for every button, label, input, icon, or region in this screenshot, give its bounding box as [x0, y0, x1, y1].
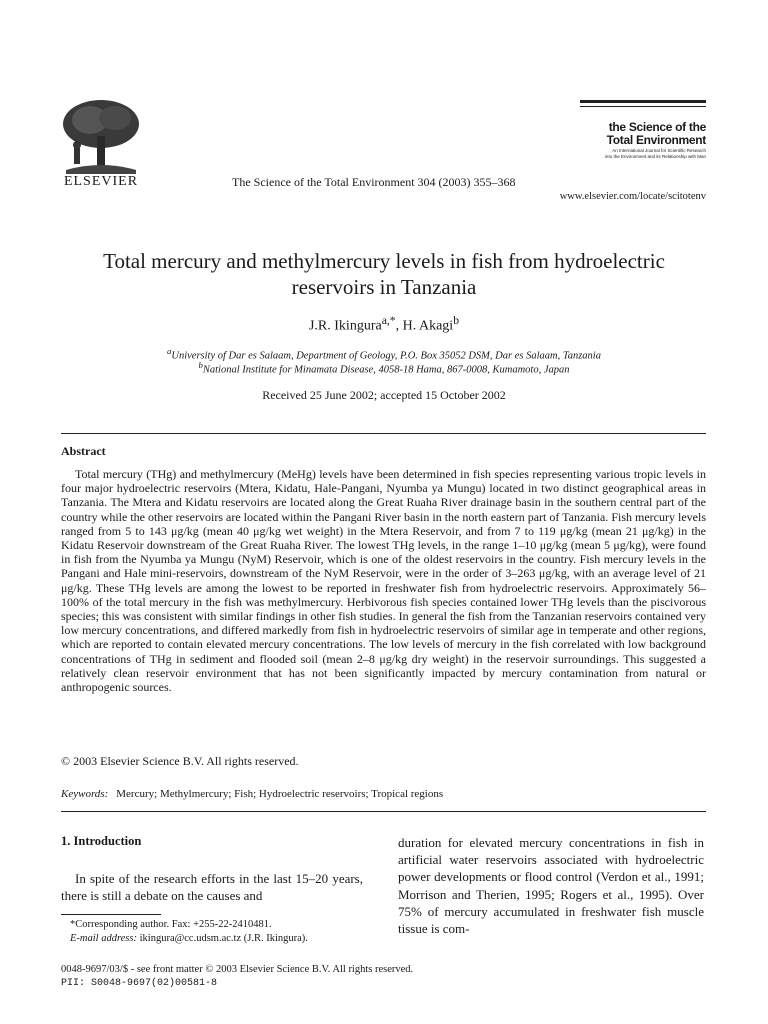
- footnote-divider: [61, 914, 161, 915]
- author-name[interactable]: J.R. Ikingura: [308, 318, 382, 334]
- article-title-line2: reservoirs in Tanzania: [291, 275, 477, 299]
- journal-url[interactable]: www.elsevier.com/locate/scitotenv: [559, 191, 706, 202]
- journal-logo-bar: [580, 100, 706, 103]
- corresponding-author-note: *Corresponding author. Fax: +255-22-2410481.: [70, 919, 272, 930]
- divider: [61, 811, 706, 812]
- author-separator: ,: [395, 318, 403, 334]
- email-label: E-mail address:: [70, 933, 137, 944]
- keywords: [61, 788, 443, 800]
- divider: [61, 433, 706, 434]
- affiliation-b: [0, 360, 768, 376]
- journal-logo-bar-thin: [580, 106, 706, 107]
- issn-line: 0048-9697/03/$ - see front matter © 2003 Elsevier Science B.V. All rights reserved.: [61, 964, 414, 975]
- journal-title-line1: the Science of the: [608, 120, 706, 134]
- keywords-list: Mercury; Methylmercury; Fish; Hydroelectric reservoirs; Tropical regions: [116, 788, 444, 800]
- affiliation-text: National Institute for Minamata Disease, 4058-18 Hama, 867-0008, Kumamoto, Japan: [202, 364, 570, 376]
- author-name[interactable]: H. Akagi: [402, 318, 454, 334]
- abstract-heading: Abstract: [61, 444, 106, 458]
- email-note: [70, 933, 308, 944]
- keywords-label: Keywords:: [61, 788, 109, 800]
- affiliation-marker: b: [198, 360, 203, 370]
- body-paragraph: duration for elevated mercury concentrations in fish in artificial water reservoirs associated with hydroelectric power developments or flood control (Verdon et al., 1991; Morrison and Therien, 1995; Rogers et al., 1995). Over 75% of mercury accumulated in freshwater fish muscle tissue is com-: [398, 835, 704, 937]
- section-heading: 1. Introduction: [61, 834, 142, 848]
- elsevier-tree-logo: [60, 98, 142, 174]
- body-paragraph: In spite of the research efforts in the last 15–20 years, there is still a debate on the causes and: [61, 871, 363, 904]
- article-title-line1: Total mercury and methylmercury levels in fish from hydroelectric: [103, 249, 665, 273]
- author-affil-marker: b: [453, 314, 460, 327]
- article-title: [40, 248, 728, 300]
- abstract-copyright: © 2003 Elsevier Science B.V. All rights reserved.: [61, 754, 299, 768]
- publisher-name: ELSEVIER: [63, 174, 139, 189]
- abstract-text: Total mercury (THg) and methylmercury (MeHg) levels have been determined in fish species representing various tropic levels in four major hydroelectric reservoirs (Mtera, Kidatu, Hale-Pangani, Nyumba ya Mungu) located in two distinct geographical areas in Tanzania. The Mtera and Kidatu reservoirs are located along the Great Ruaha River drainage basin in the southern central part of the country while the other reservoirs are located within the Pangani River basin in the north eastern part of Tanzania. Fish mercury levels ranged from 5 to 143 μg/kg (mean 40 μg/kg wet weight) in the Mtera Reservoir, and from 7 to 119 μg/kg (mean 21 μg/kg) in the Kidatu Reservoir downstream of the Great Ruaha River. The lowest THg levels, in the range 1–10 μg/kg (mean 5 μg/kg), were found in fish from the Nyumba ya Mungu (NyM) Reservoir, which is one of the oldest reservoirs in the country. Fish mercury levels in the Pangani and Hale mini-reservoirs, downstream of the NyM Reservoir, were in the order of 3–263 μg/kg, with an average level of 21 μg/kg. These THg levels are among the lowest to be reported in freshwater fish from hydroelectric reservoirs. Approximately 56–100% of the total mercury in the fish was methylmercury. Herbivorous fish species contained lower THg levels than the piscivorous species; this was consistent with similar findings in other fish studies. In general the fish from the Tanzanian reservoirs contained very low mercury concentrations, and differed markedly from fish in hydroelectric reservoirs of similar age in temperate and other regions, which are reported to contain elevated mercury concentrations. The low levels of mercury in the fish correlated with low background concentrations of THg in sediment and flooded soil (mean 2–8 μg/kg dry weight) in the reservoir surroundings. This suggested a relatively clean reservoir environment that has not been significantly impacted by mercury contamination from natural or anthropogenic sources.: [61, 467, 706, 695]
- journal-logo: [580, 100, 706, 159]
- pii-line: PII: S0048-9697(02)00581-8: [61, 978, 218, 989]
- affiliation-text: University of Dar es Salaam, Department of Geology, P.O. Box 35052 DSM, Dar es Salaam, Tanzania: [171, 350, 601, 362]
- received-dates: Received 25 June 2002; accepted 15 October 2002: [262, 388, 506, 402]
- author-list: [0, 314, 768, 335]
- affiliation-marker: a: [167, 346, 172, 356]
- journal-title-line2: Total Environment: [606, 133, 706, 147]
- journal-subtitle-line2: into the Environment and its Relationship with Man: [604, 154, 706, 159]
- author-affil-marker: a,*: [381, 314, 396, 327]
- journal-citation: The Science of the Total Environment 304 (2003) 355–368: [232, 175, 516, 189]
- journal-subtitle-line1: An International Journal for Scientific Research: [612, 148, 706, 153]
- email-address[interactable]: ikingura@cc.udsm.ac.tz (J.R. Ikingura).: [139, 933, 308, 944]
